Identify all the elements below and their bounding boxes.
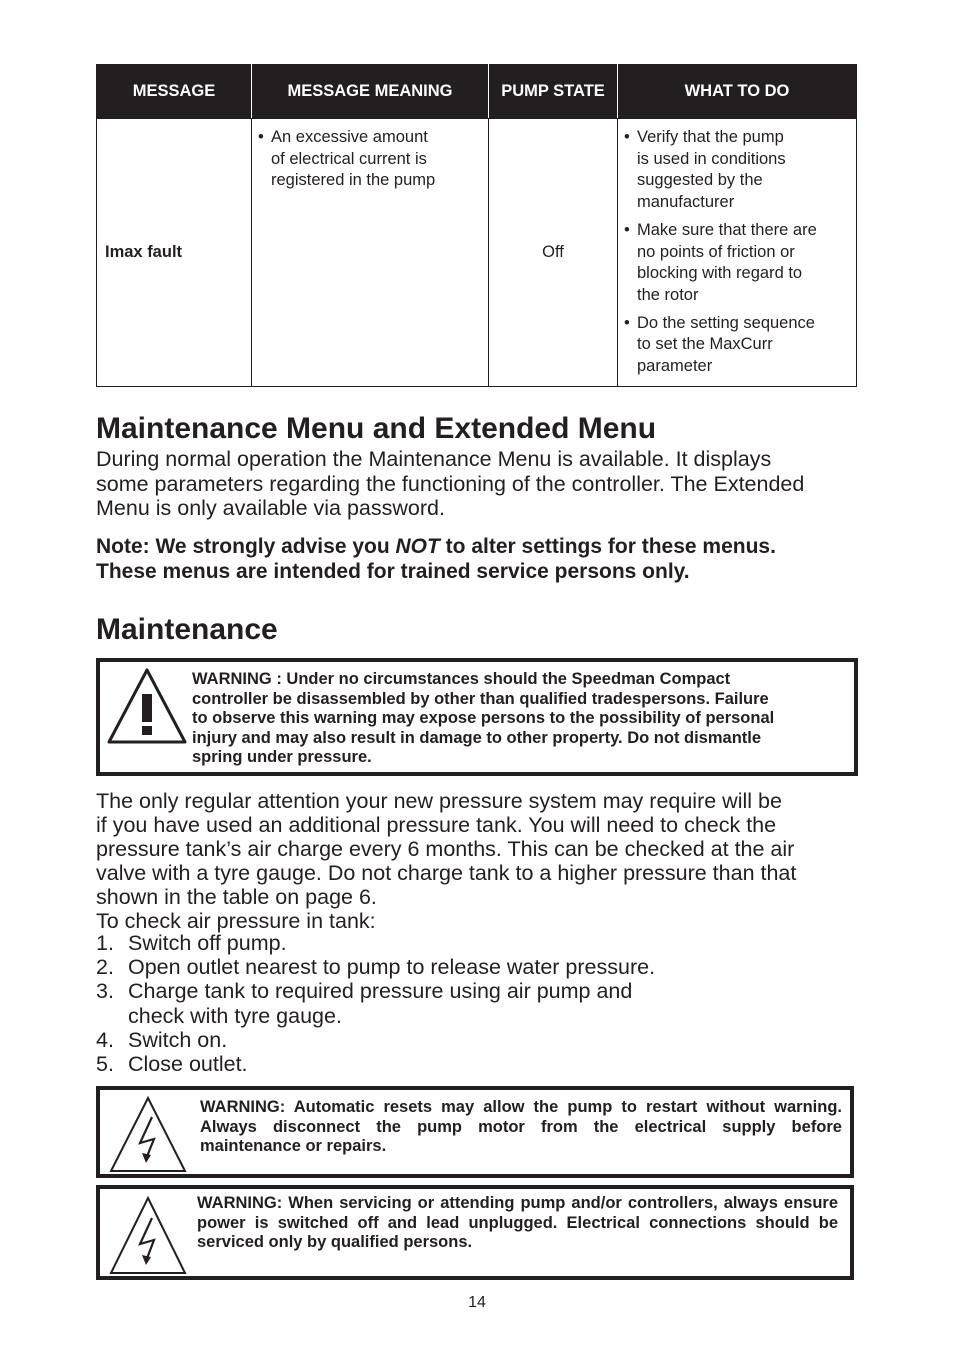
cell-what-to-do bbox=[618, 119, 857, 387]
section1-body bbox=[96, 447, 866, 521]
warning-box-automatic-reset bbox=[96, 1086, 854, 1178]
cell-meaning bbox=[252, 119, 489, 387]
warning-line: to observe this warning may expose persons to the possibility of personal bbox=[192, 709, 775, 728]
cell-pump-state: Off bbox=[489, 119, 618, 387]
exclamation-triangle-icon bbox=[106, 667, 188, 745]
section-title-maintenance: Maintenance bbox=[96, 613, 278, 646]
steps-list bbox=[96, 931, 655, 1076]
step-number: 1. bbox=[96, 931, 114, 955]
todo-line: suggested by the bbox=[637, 171, 763, 190]
header-message-meaning: MESSAGE MEANING bbox=[252, 65, 489, 119]
step-text: Charge tank to required pressure using air pump and bbox=[128, 979, 633, 1004]
list-item bbox=[96, 1052, 655, 1076]
meaning-line: registered in the pump bbox=[271, 171, 436, 190]
warning-box-disassembly bbox=[96, 658, 858, 776]
section2-body bbox=[96, 789, 876, 933]
step-number: 3. bbox=[96, 979, 114, 1004]
lightning-triangle-icon bbox=[108, 1095, 188, 1173]
step-number: 4. bbox=[96, 1027, 114, 1052]
list-item: • An excessive amount of electrical current is registered in the pump bbox=[258, 127, 482, 192]
body-line: To check air pressure in tank: bbox=[96, 909, 376, 933]
body-line: valve with a tyre gauge. Do not charge tank to a higher pressure than that bbox=[96, 861, 797, 885]
body-line: pressure tank’s air charge every 6 months. This can be checked at the air bbox=[96, 837, 795, 861]
page-number: 14 bbox=[468, 1294, 486, 1311]
body-line: During normal operation the Maintenance Menu is available. It displays bbox=[96, 447, 772, 471]
todo-line: the rotor bbox=[637, 285, 699, 304]
message-table bbox=[96, 64, 857, 387]
step-text: Open outlet nearest to pump to release water pressure. bbox=[128, 955, 656, 980]
warning-line: injury and may also result in damage to other property. Do not dismantle bbox=[192, 728, 762, 747]
table-header-row bbox=[97, 65, 857, 119]
note-line-2: These menus are intended for trained service persons only. bbox=[96, 560, 690, 583]
warning-box-servicing bbox=[96, 1185, 854, 1280]
header-pump-state: PUMP STATE bbox=[489, 65, 618, 119]
list-item bbox=[96, 1028, 655, 1052]
warning-text: WARNING: Automatic resets may allow the pump to restart without warning. Always disconnect the pump motor from the electrical supply before maintenance or repairs. bbox=[200, 1098, 842, 1156]
todo-line: to set the MaxCurr bbox=[637, 335, 773, 354]
body-line: The only regular attention your new pressure system may require will be bbox=[96, 789, 782, 813]
body-line: some parameters regarding the functioning of the controller. The Extended bbox=[96, 471, 805, 496]
meaning-line: of electrical current is bbox=[271, 149, 427, 168]
note-post: to alter settings for these menus. bbox=[439, 535, 776, 558]
step-number: 2. bbox=[96, 955, 114, 980]
warning-line: controller be disassembled by other than qualified tradespersons. Failure bbox=[192, 689, 769, 708]
body-line: if you have used an additional pressure tank. You will need to check the bbox=[96, 813, 777, 837]
body-line: Menu is only available via password. bbox=[96, 496, 445, 521]
header-what-to-do: WHAT TO DO bbox=[618, 65, 857, 119]
body-line: shown in the table on page 6. bbox=[96, 885, 377, 909]
meaning-line: An excessive amount bbox=[271, 128, 428, 146]
step-text: Close outlet. bbox=[128, 1052, 248, 1077]
todo-line: Verify that the pump bbox=[637, 128, 784, 146]
warning-text: WARNING: When servicing or attending pump and/or controllers, always ensure power is switched off and lead unplugged. Electrical connections should be serviced only by qualified persons. bbox=[197, 1194, 838, 1252]
todo-line: Do the setting sequence bbox=[637, 313, 815, 332]
todo-line: Make sure that there are bbox=[637, 220, 817, 239]
list-item bbox=[96, 931, 655, 955]
cell-message: Imax fault bbox=[97, 119, 252, 387]
todo-line: no points of friction or bbox=[637, 242, 795, 261]
step-text: Switch on. bbox=[128, 1027, 228, 1052]
warning-text bbox=[192, 670, 852, 768]
list-item: • Verify that the pump is used in conditions suggested by the manufacturer bbox=[624, 127, 850, 214]
note-line-1 bbox=[96, 534, 876, 559]
note-emphasis: NOT bbox=[395, 535, 440, 558]
header-message: MESSAGE bbox=[97, 65, 252, 119]
todo-line: is used in conditions bbox=[637, 149, 786, 168]
note-pre: Note: We strongly advise you bbox=[96, 535, 396, 558]
todo-line: parameter bbox=[637, 357, 713, 376]
step-text: Switch off pump. bbox=[128, 931, 287, 955]
list-item bbox=[96, 979, 655, 1027]
lightning-triangle-icon bbox=[108, 1195, 188, 1275]
todo-line: manufacturer bbox=[637, 193, 735, 212]
list-item: • Do the setting sequence to set the MaxCurr parameter bbox=[624, 313, 850, 378]
list-item bbox=[96, 955, 655, 979]
todo-line: blocking with regard to bbox=[637, 264, 803, 283]
step-number: 5. bbox=[96, 1052, 114, 1077]
note bbox=[96, 534, 876, 584]
table-row bbox=[97, 119, 857, 387]
warning-line: WARNING : Under no circumstances should the Speedman Compact bbox=[192, 670, 731, 688]
step-text: check with tyre gauge. bbox=[128, 1003, 342, 1028]
list-item: • Make sure that there are no points of friction or blocking with regard to the rotor bbox=[624, 220, 850, 307]
section-title-maintenance-menu: Maintenance Menu and Extended Menu bbox=[96, 412, 657, 445]
warning-line: spring under pressure. bbox=[192, 748, 372, 767]
